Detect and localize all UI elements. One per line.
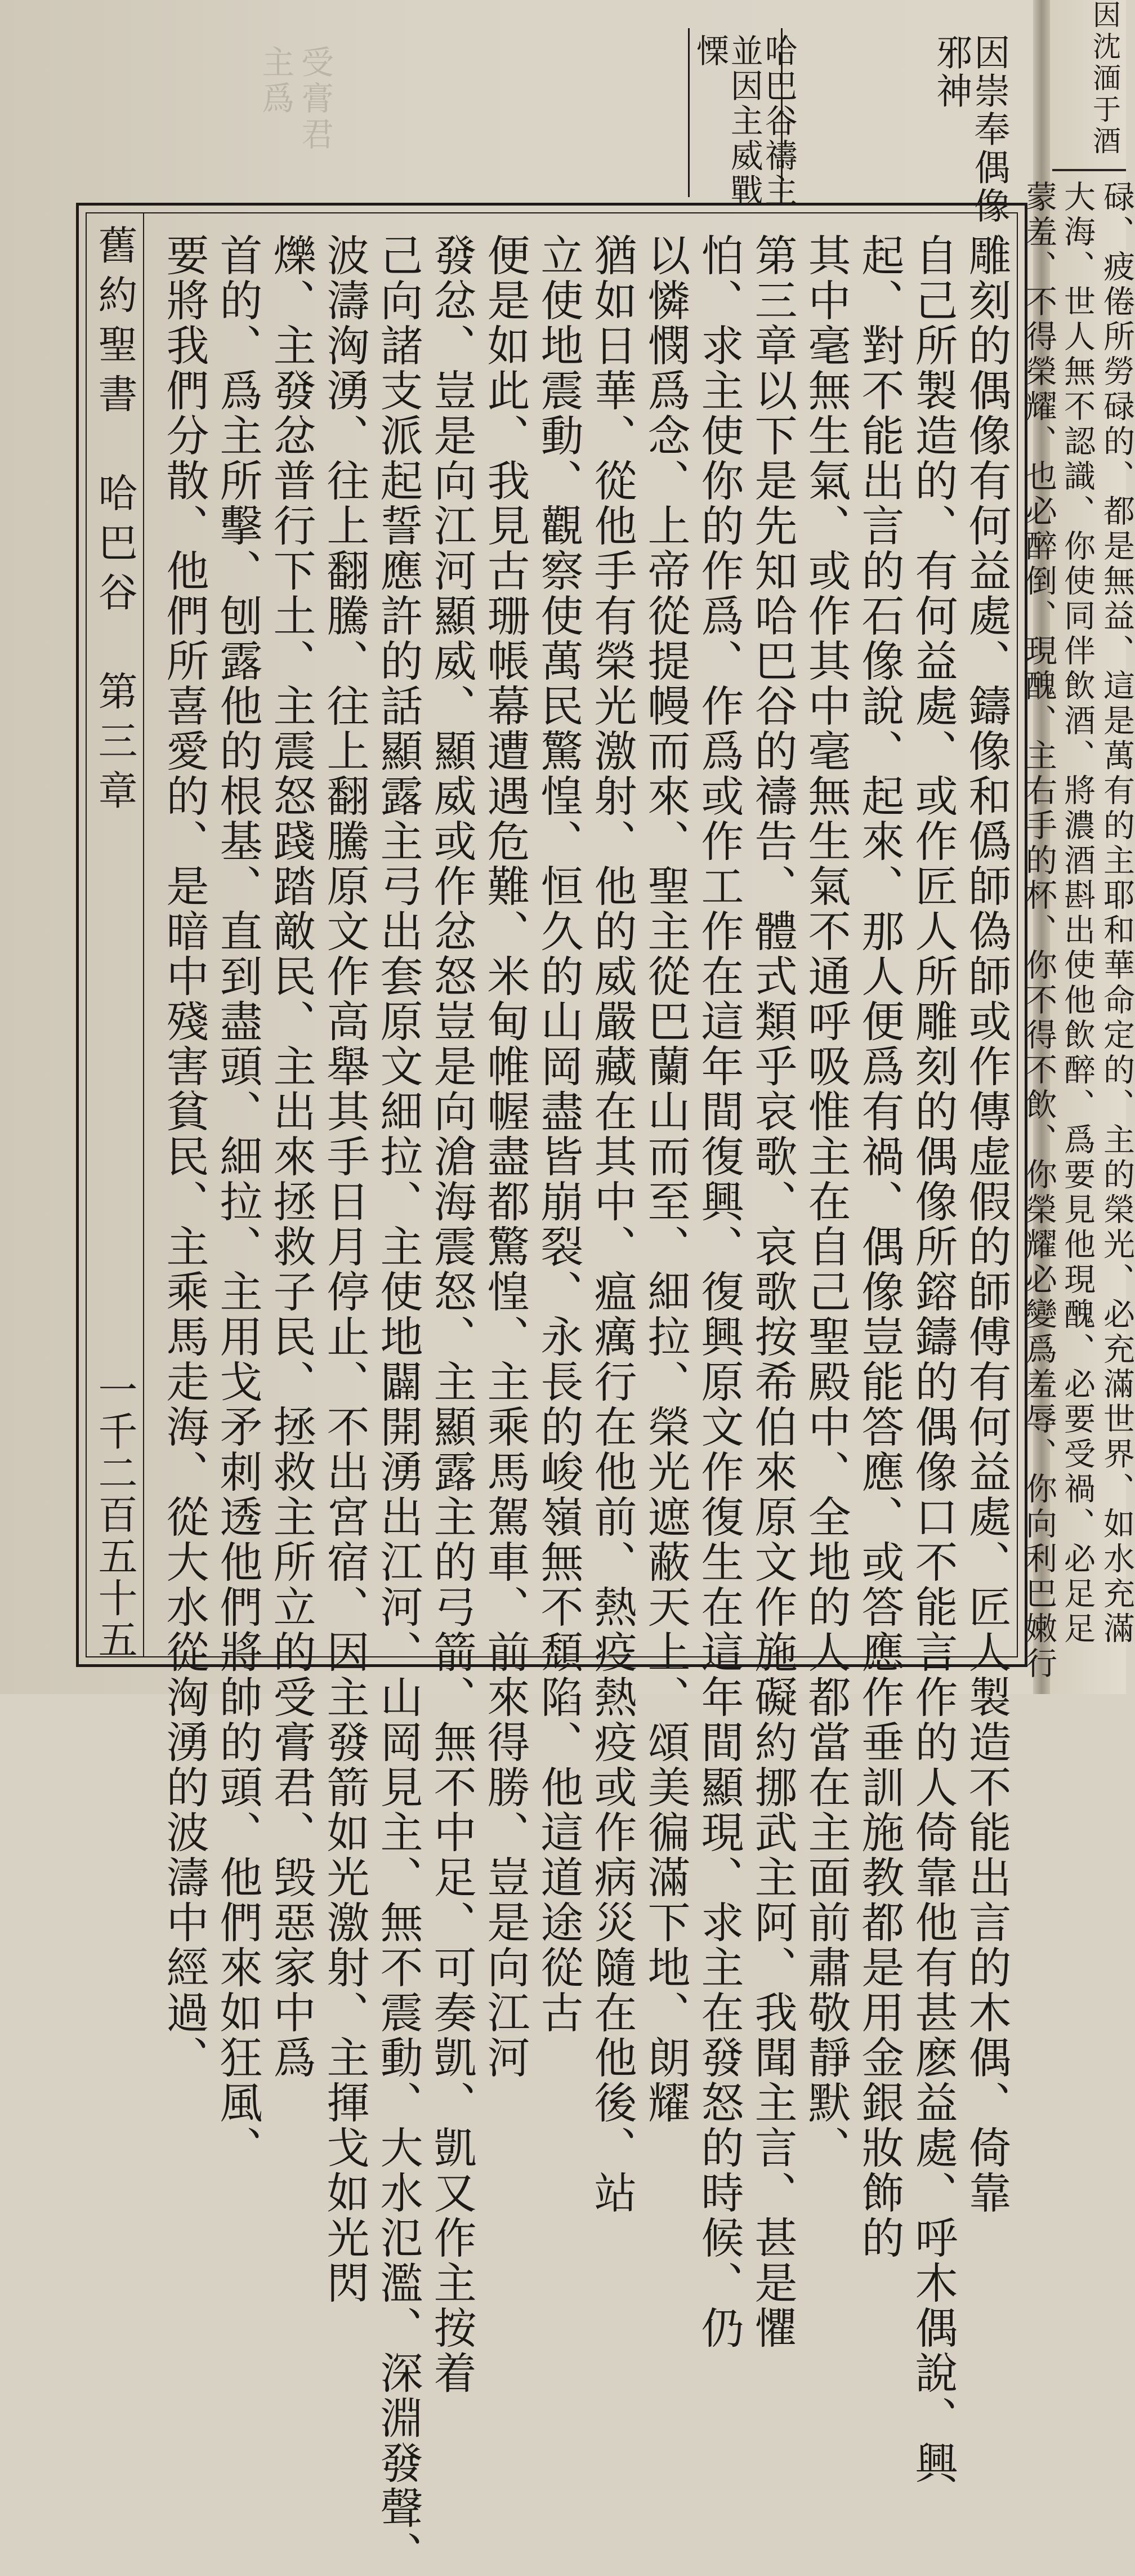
headnote-habakkuk-prayer: 哈巴谷禱主 並因主威戰 慄 (690, 34, 798, 208)
bleed-through-text: 主爲 (256, 45, 294, 117)
footer-divider (143, 213, 144, 1656)
headnote-idolatry: 因崇奉偶像 邪神 (930, 34, 1010, 225)
adjacent-page-rule (1052, 169, 1126, 171)
adjacent-text-column: 碌、疲倦所勞碌的、都是無益、這是萬有的主耶和華命定的、主的榮光、必充滿世界、如水充滿 (1098, 180, 1135, 1647)
bleed-through-text: 受膏君 (296, 45, 334, 153)
text-frame-inner (86, 212, 1018, 2576)
text-column: 波濤洶湧、往上翻騰、往上翻騰原文作高舉其手日月停止、不出宮宿、因主發箭如光激射、主揮戈如光閃 (320, 233, 370, 2306)
adjacent-page (1021, 0, 1135, 1694)
adjacent-page-header: 因沈湎于酒 (1088, 0, 1121, 158)
text-column: 自己所製造的、有何益處、或作匠人所雕刻的偶像所鎔鑄的偶像口不能言作的人倚靠他有甚麽益處、呼木偶說、興 (908, 233, 958, 2486)
adjacent-text-column: 蒙羞、不得榮耀、也必醉倒、現醜、主右手的杯、你不得不飲、你榮耀必變爲羞辱、你向利巴嫩行 (1021, 180, 1057, 1682)
text-column: 雕刻的偶像有何益處、鑄像和僞師偽師或作傳虚假的師傅有何益處、匠人製造不能出言的木偶、倚靠 (962, 233, 1012, 2216)
text-column: 發忿、豈是向江河顯威、顯威或作忿怒豈是向滄海震怒、主顯露主的弓箭、無不中足、可奏凱、凱又作主按着 (427, 233, 477, 2396)
text-column: 立使地震動、觀察使萬民驚惶、恒久的山岡盡皆崩裂、永長的峻嶺無不頹陷、他這道途從古 (534, 233, 584, 2035)
text-column: 猶如日華、從他手有榮光激射、他的威嚴藏在其中、瘟癘行在他前、熱疫熱疫或作病災隨在他後、站 (587, 233, 637, 2216)
text-column: 怕、求主使你的作爲、作爲或作工作在這年間復興、復興原文作復生在這年間顯現、求主在發怒的時候、仍 (694, 233, 744, 2351)
text-column: 第三章以下是先知哈巴谷的禱告、體式類乎哀歌、哀歌按希伯來原文作施礙約挪武主阿、我聞主言、甚是懼 (748, 233, 798, 2351)
text-column: 起、對不能出言的石像說、起來、那人便爲有禍、偶像豈能答應、或答應作垂訓施教都是用金銀妝飾的 (855, 233, 905, 2261)
page-footer (92, 225, 137, 1661)
text-column: 其中毫無生氣、或作其中毫無生氣不通呼吸惟主在自己聖殿中、全地的人都當在主面前肅敬靜默、 (801, 233, 851, 2171)
text-column: 以憐憫爲念、上帝從提幔而來、聖主從巴蘭山而至、細拉、榮光遮蔽天上、頌美徧滿下地、朗耀 (641, 233, 691, 2125)
page-number: 一千二百五十五 (92, 1369, 138, 1661)
book-chapter-title: 舊約聖書 哈巴谷 第三章 (92, 225, 138, 819)
text-column: 要將我們分散、他們所喜愛的、是暗中殘害貧民、主乘馬走海、從大水從洶湧的波濤中經過、 (159, 233, 209, 2080)
text-column: 首的、爲主所擊、刨露他的根基、直到盡頭、細拉、主用戈矛刺透他們將帥的頭、他們來如狂風、 (213, 233, 263, 2171)
text-column: 己向諸支派起誓應許的話顯露主弓出套原文細拉、主使地闢開湧出江河、山岡見主、無不震動、大水氾濫、深淵發聲、 (373, 233, 423, 2576)
adjacent-text-column: 大海、世人無不認識、你使同伴飲酒、將濃酒斟出使他飲醉、爲要見他現醜、必要受禍、必足足 (1059, 180, 1096, 1647)
text-column: 爍、主發忿普行下土、主震怒踐踏敵民、主出來拯救子民、拯救主所立的受膏君、毁惡家中爲 (266, 233, 316, 2080)
text-column: 便是如此、我見古珊帳幕遭遇危難、米甸帷幄盡都驚惶、主乘馬駕車、前來得勝、豈是向江河 (480, 233, 530, 2080)
text-frame (76, 203, 1027, 2576)
